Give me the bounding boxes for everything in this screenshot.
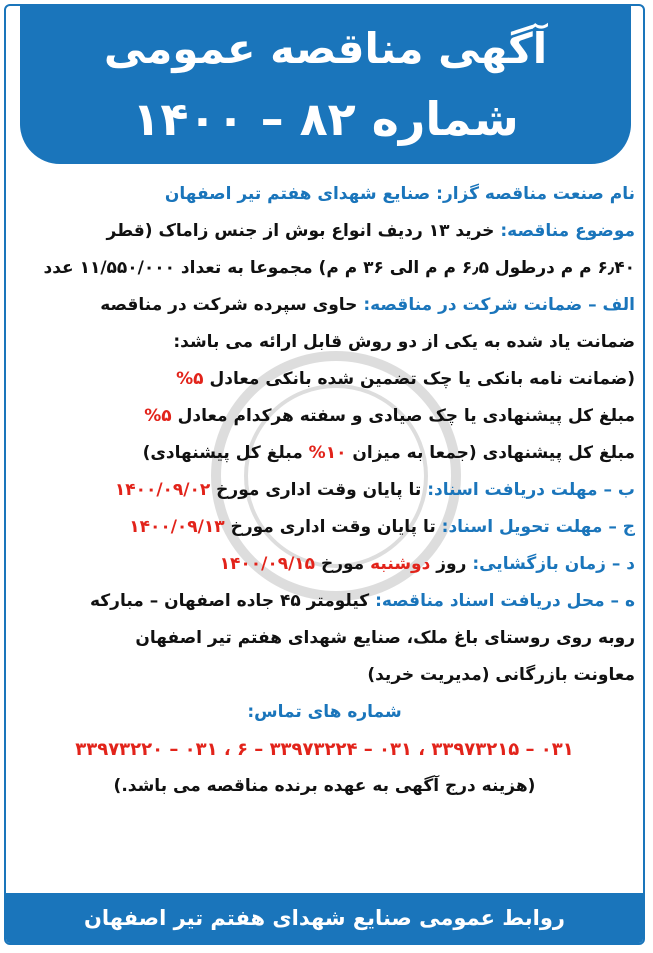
deliver-deadline-date: ۱۴۰۰/۰۹/۱۳ bbox=[129, 517, 225, 537]
option3-text-b: مبلغ کل پیشنهادی) bbox=[142, 443, 303, 463]
subject-value-1: خرید ۱۳ ردیف انواع بوش از جنس زاماک (قطر bbox=[106, 221, 495, 241]
location-value-1: کیلومتر ۴۵ جاده اصفهان – مبارکه bbox=[89, 591, 370, 611]
opening-text-b: مورخ bbox=[320, 554, 365, 574]
guarantee-value-2: ضمانت یاد شده به یکی از دو روش قابل ارائه می باشد: bbox=[173, 332, 635, 352]
location-value-3: معاونت بازرگانی (مدیریت خرید) bbox=[367, 665, 635, 685]
organizer-value: صنایع شهدای هفتم تیر اصفهان bbox=[164, 184, 431, 204]
guarantee-value-1: حاوی سپرده شرکت در مناقصه bbox=[100, 295, 358, 315]
option2-text: مبلغ کل پیشنهادی یا چک صیادی و سفته هرکدام معادل bbox=[177, 406, 635, 426]
header-banner bbox=[20, 6, 631, 164]
location-line-2 bbox=[14, 620, 635, 657]
receive-deadline-line bbox=[14, 472, 635, 509]
guarantee-label: الف – ضمانت شرکت در مناقصه: bbox=[363, 295, 635, 315]
location-label: ه – محل دریافت اسناد مناقصه: bbox=[375, 591, 635, 611]
option3-text-a: مبلغ کل پیشنهادی (جمعا به میزان bbox=[352, 443, 635, 463]
subject-value-2: ۶٫۴۰ م م درطول ۶٫۵ م م الی ۳۶ م م) مجموعا به تعداد ۱۱/۵۵۰/۰۰۰ عدد bbox=[43, 258, 635, 278]
subject-label: موضوع مناقصه: bbox=[500, 221, 635, 241]
opening-text-a: روز bbox=[436, 554, 467, 574]
opening-date: ۱۴۰۰/۰۹/۱۵ bbox=[219, 554, 316, 574]
organizer-label: نام صنعت مناقصه گزار: bbox=[436, 184, 635, 204]
ad-frame bbox=[4, 4, 645, 945]
opening-label: د – زمان بازگشایی: bbox=[472, 554, 635, 574]
subject-line-1 bbox=[14, 213, 635, 250]
receive-deadline-date: ۱۴۰۰/۰۹/۰۲ bbox=[114, 480, 211, 500]
deliver-deadline-text: تا پایان وقت اداری مورخ bbox=[230, 517, 436, 537]
option1-percent: ۵% bbox=[176, 369, 204, 389]
deliver-deadline-line bbox=[14, 509, 635, 546]
location-line-3 bbox=[14, 657, 635, 694]
location-value-2: روبه روی روستای باغ ملک، صنایع شهدای هفتم تیر اصفهان bbox=[135, 628, 635, 648]
contacts-numbers: ۰۳۱ – ۳۳۹۷۳۲۱۵ ، ۰۳۱ – ۳۳۹۷۳۲۲۴ – ۶ ، ۰۳۱ – ۳۳۹۷۳۲۲۰ bbox=[75, 739, 574, 760]
guarantee-line-1 bbox=[14, 287, 635, 324]
option3-percent: ۱۰% bbox=[308, 443, 347, 463]
organizer-line bbox=[14, 176, 635, 213]
receive-deadline-text: تا پایان وقت اداری مورخ bbox=[216, 480, 422, 500]
location-line-1 bbox=[14, 583, 635, 620]
subject-line-2 bbox=[14, 250, 635, 287]
guarantee-option-2 bbox=[14, 398, 635, 435]
contacts-heading: شماره های تماس: bbox=[247, 702, 402, 722]
opening-day: دوشنبه bbox=[370, 554, 431, 574]
ad-body bbox=[14, 176, 635, 805]
guarantee-line-2 bbox=[14, 324, 635, 361]
footer-banner: روابط عمومی صنایع شهدای هفتم تیر اصفهان bbox=[6, 893, 643, 943]
guarantee-option-1 bbox=[14, 361, 635, 398]
cost-note: (هزینه درج آگهی به عهده برنده مناقصه می باشد.) bbox=[113, 776, 536, 796]
receive-deadline-label: ب – مهلت دریافت اسناد: bbox=[427, 480, 635, 500]
option1-text: (ضمانت نامه بانکی یا چک تضمین شده بانکی معادل bbox=[209, 369, 635, 389]
ad-title: آگهی مناقصه عمومی bbox=[103, 24, 548, 73]
guarantee-option-3 bbox=[14, 435, 635, 472]
opening-line bbox=[14, 546, 635, 583]
deliver-deadline-label: ج – مهلت تحویل اسناد: bbox=[441, 517, 635, 537]
option2-percent: ۵% bbox=[144, 406, 172, 426]
ad-number: شماره ۸۲ – ۱۴۰۰ bbox=[132, 92, 519, 146]
